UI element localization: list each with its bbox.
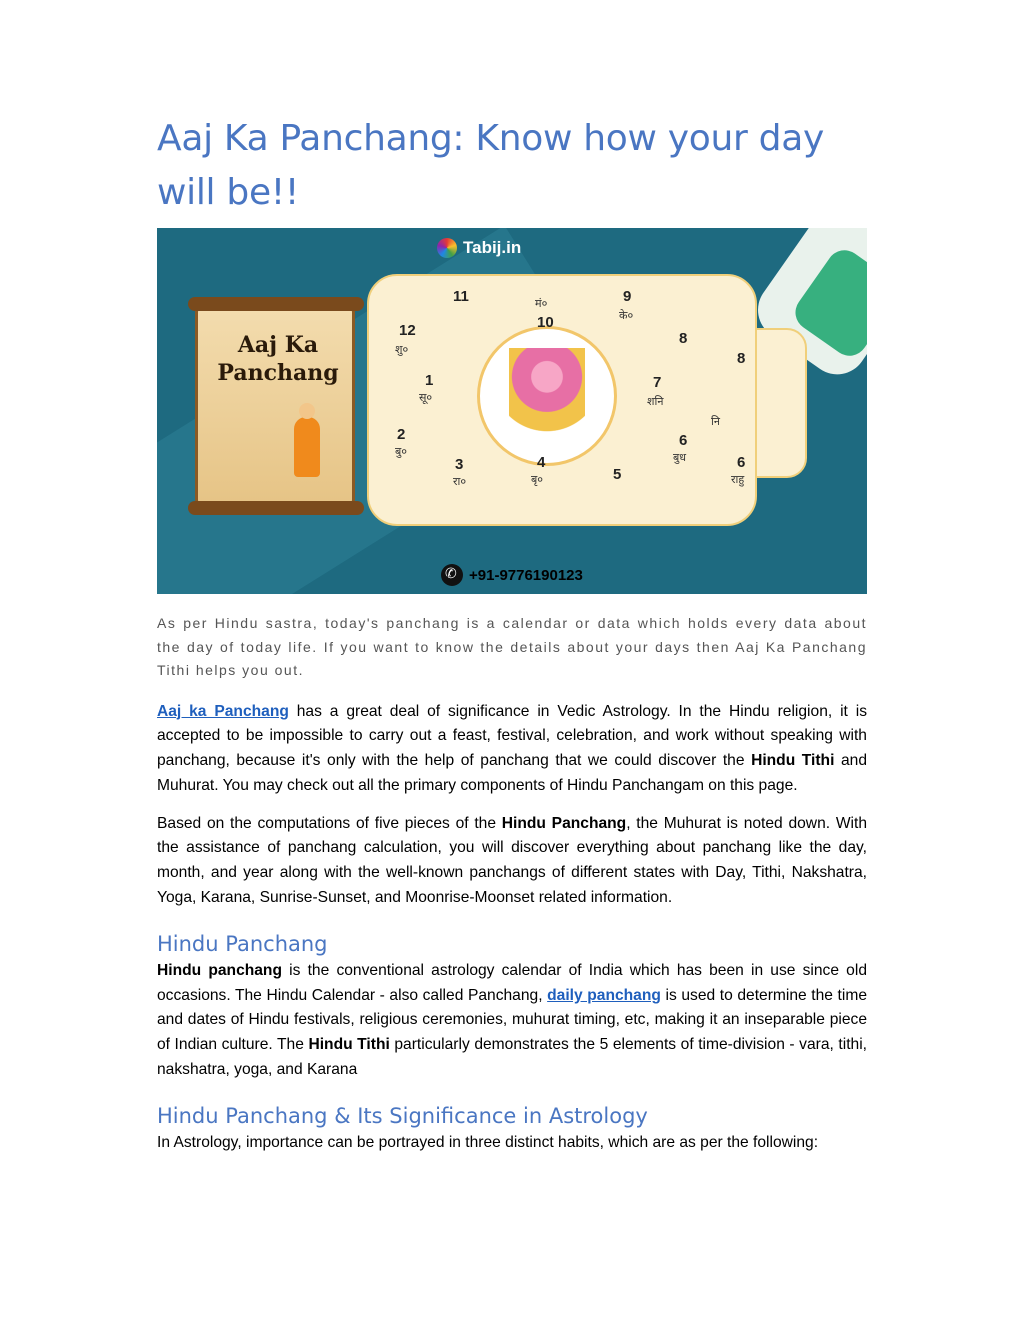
- brand-logo-icon: [437, 238, 457, 258]
- chart-number: 4: [537, 454, 546, 471]
- chart-number: 1: [425, 372, 434, 389]
- daily-panchang-link[interactable]: daily panchang: [547, 986, 661, 1004]
- chart-label: सू०: [419, 392, 433, 404]
- chart-number: 7: [653, 374, 662, 391]
- paragraph-1: Aaj ka Panchang has a great deal of significance in Vedic Astrology. In the Hindu religion, it is accepted to be impossible to carry out a feast, festival, celebration, and work without speaking with panchang, because it's only with the help of panchang that we could discover the Hindu Tithi and Muhurat. You may check out all the primary components of Hindu Panchangam on this page.: [157, 702, 867, 794]
- chart-label: बृ०: [531, 474, 544, 486]
- ganesha-icon: [509, 348, 585, 444]
- page-title: Aaj Ka Panchang: Know how your day will be!!: [157, 118, 824, 213]
- chart-number: 6: [737, 454, 746, 471]
- chart-number: 2: [397, 426, 406, 443]
- brand-logo: [437, 238, 521, 258]
- chart-number: 11: [453, 288, 469, 305]
- chart-label: नि: [711, 416, 720, 428]
- chart-number: 3: [455, 456, 464, 473]
- chart-number: 12: [399, 322, 416, 339]
- banner-image: [157, 228, 867, 594]
- chart-label: के०: [619, 310, 634, 322]
- paragraph-hindu-panchang: Hindu panchang is the conventional astrology calendar of India which has been in use since old occasions. The Hindu Calendar - also called Panchang, daily panchang is used to determine the time and dates of Hindu festivals, religious ceremonies, muhurat timing, etc, making it an inseparable piece of Indian culture. The Hindu Tithi particularly demonstrates the 5 elements of time-division - vara, tithi, nakshatra, yoga, and Karana: [157, 961, 868, 1079]
- chart-number: 8: [679, 330, 688, 347]
- chart-label: मं०: [535, 298, 548, 310]
- chart-label: बु०: [395, 446, 408, 458]
- section-heading-significance: Hindu Panchang & Its Significance in Astrology: [157, 1103, 648, 1128]
- phone-icon: [441, 564, 463, 586]
- scroll-line-1: Aaj Ka: [237, 332, 319, 358]
- chart-label: रा०: [453, 476, 467, 488]
- chart-number: 10: [537, 314, 554, 331]
- chart-label: राहु: [731, 474, 745, 486]
- paragraph-significance: In Astrology, importance can be portrayed in three distinct habits, which are as per the following:: [157, 1133, 819, 1151]
- phone-contact: [441, 564, 583, 586]
- chart-label: शु०: [395, 344, 409, 356]
- chart-number: 6: [679, 432, 688, 449]
- paragraph-2: Based on the computations of five pieces of the Hindu Panchang, the Muhurat is noted down. With the assistance of panchang calculation, you will discover everything about panchang like the day, month, and year along with the well-known panchangs of different states with Day, Tithi, Nakshatra, Yoga, Karana, Sunrise-Sunset, and Moonrise-Moonset related information.: [157, 814, 868, 907]
- chart-number: 8: [737, 350, 746, 367]
- aaj-ka-panchang-link[interactable]: Aaj ka Panchang: [157, 702, 289, 720]
- scroll-illustration: [195, 306, 355, 506]
- document-page: [157, 112, 867, 1156]
- section-heading-hindu-panchang: Hindu Panchang: [157, 931, 328, 956]
- scroll-line-2: Panchang: [217, 360, 339, 386]
- chart-number: 9: [623, 288, 632, 305]
- chart-number: 5: [613, 466, 622, 483]
- phone-number: +91-9776190123: [469, 566, 583, 584]
- chart-label: बुध: [673, 452, 687, 464]
- chart-label: शनि: [647, 396, 664, 408]
- brand-name: Tabij.in: [463, 238, 522, 257]
- image-caption: As per Hindu sastra, today's panchang is a calendar or data which holds every data about the day of today life. If you want to know the details about your days then Aaj Ka Panchang Tithi helps you out.: [157, 615, 867, 678]
- sage-icon: [294, 417, 320, 477]
